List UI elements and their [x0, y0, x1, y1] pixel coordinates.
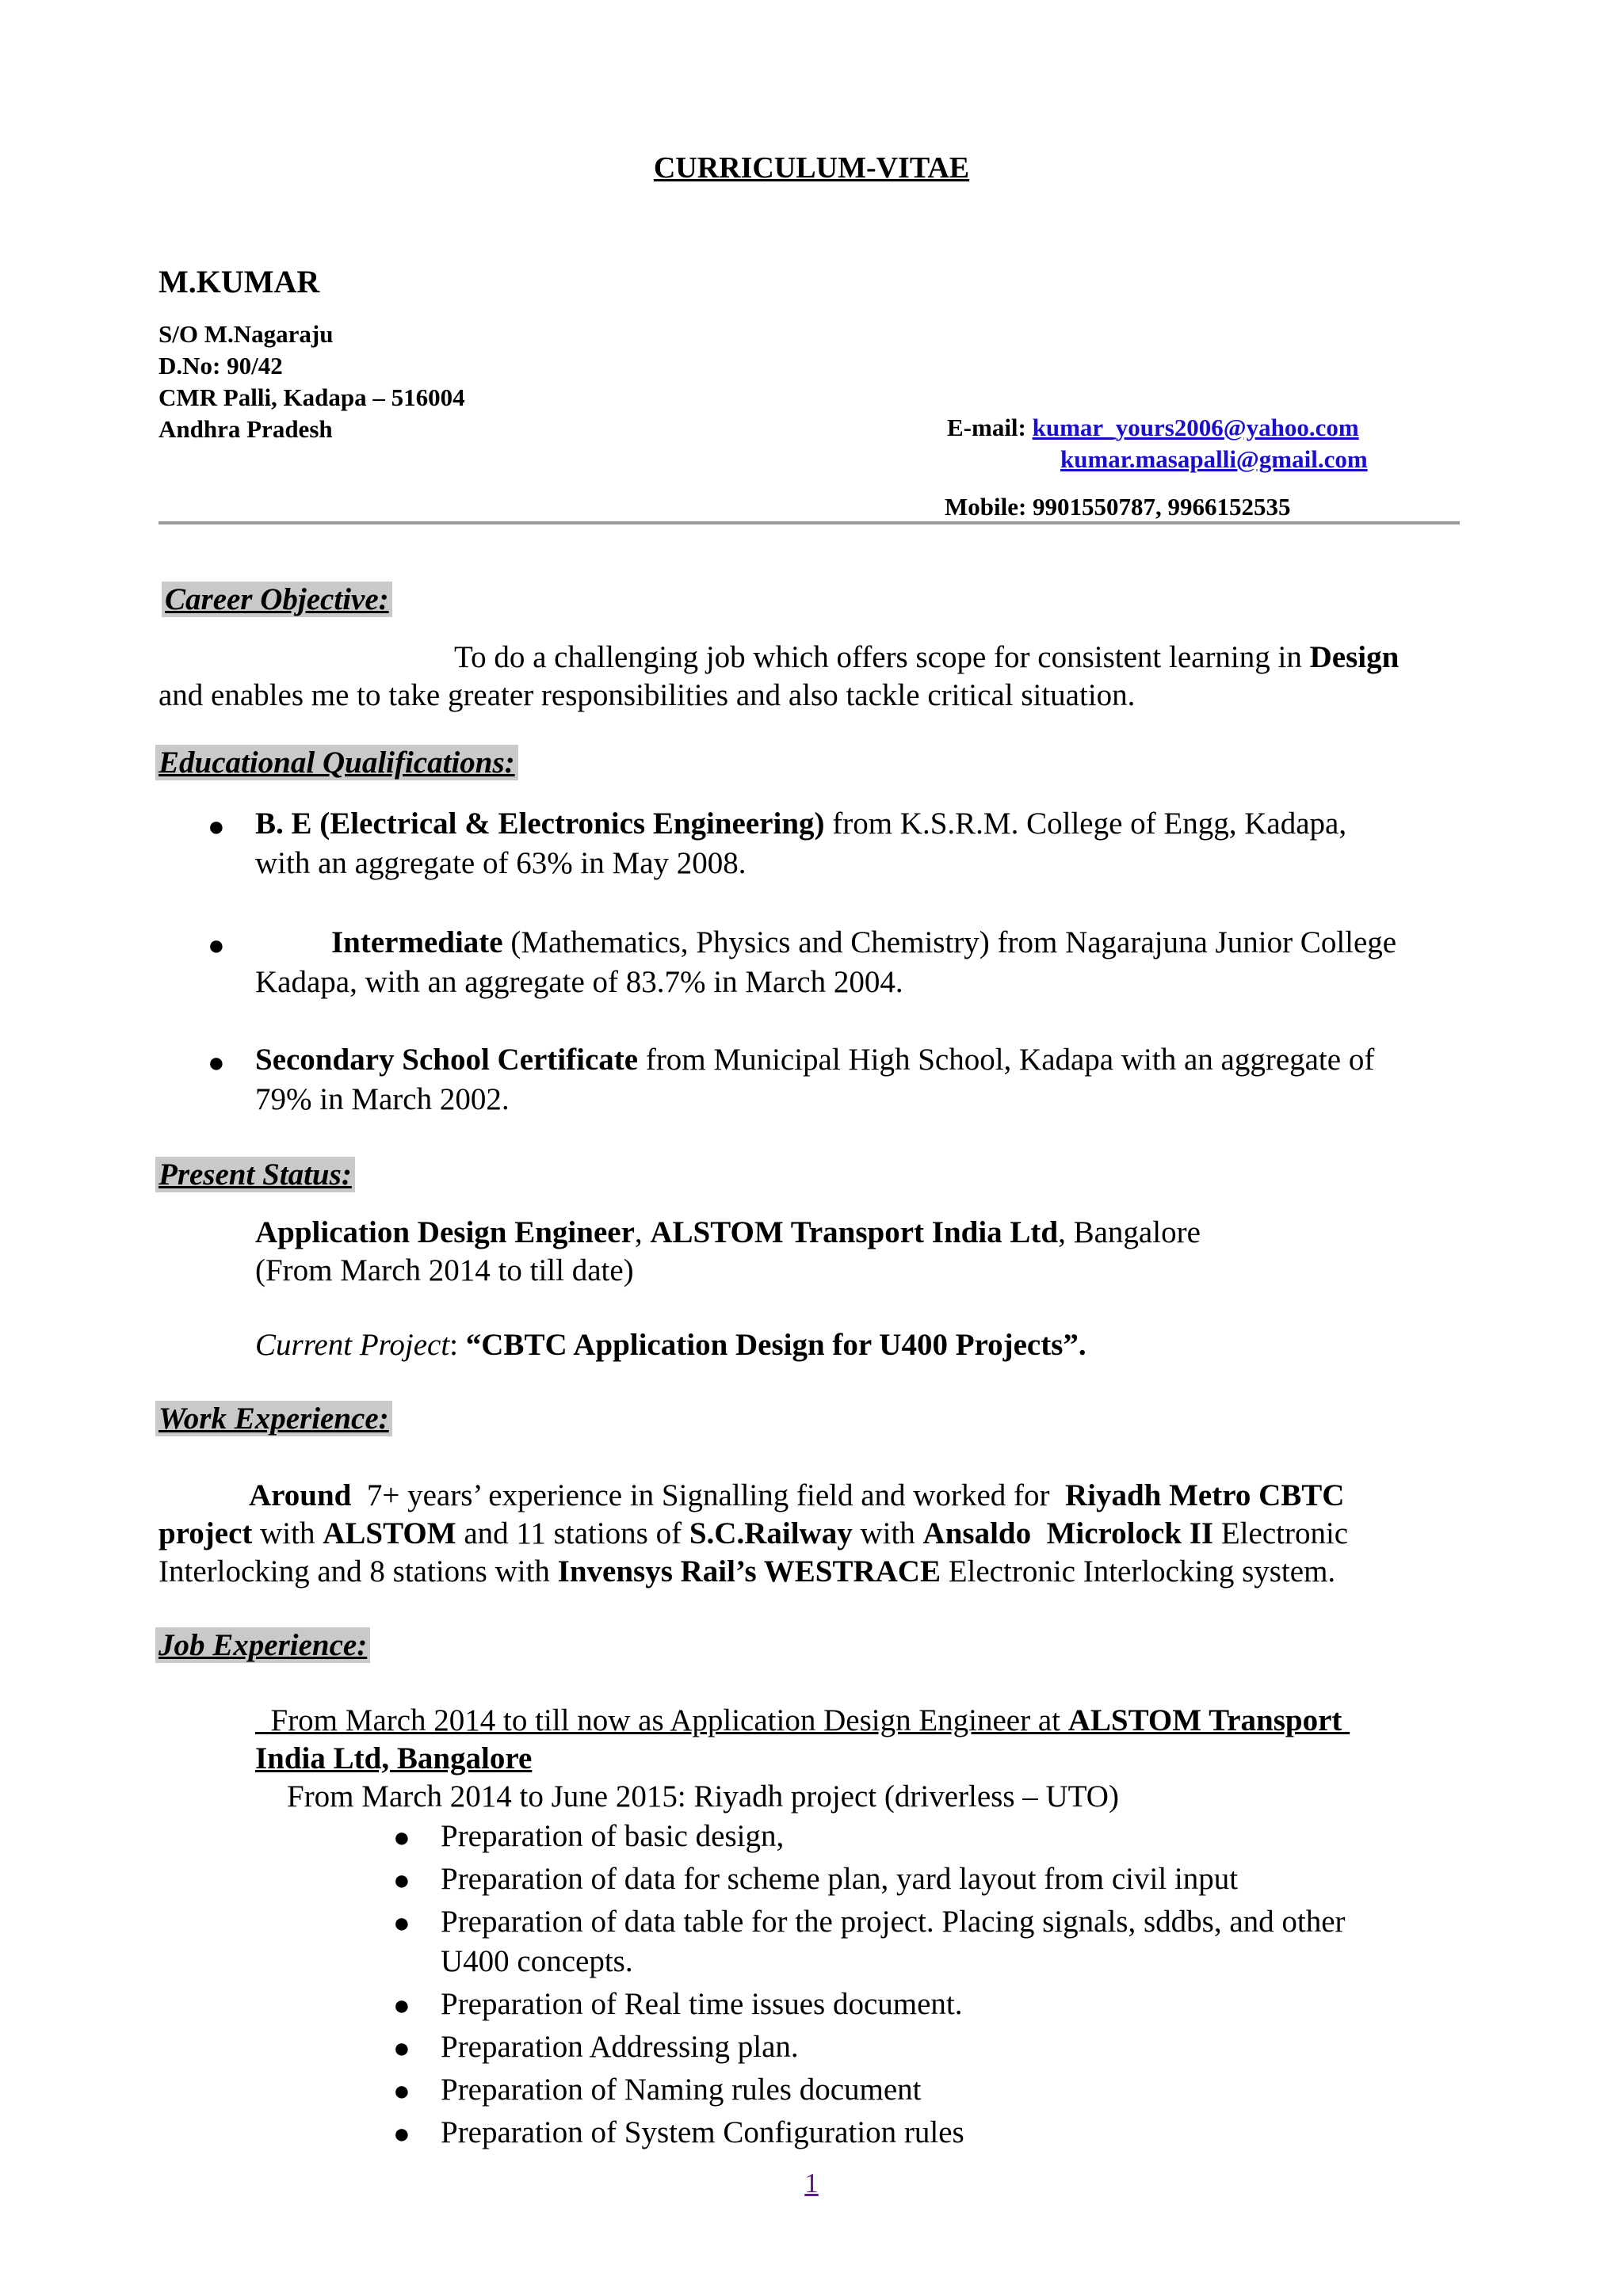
work-system: Electronic Interlocking system. — [940, 1554, 1336, 1589]
bullet-dot: ● — [208, 929, 225, 961]
bullet-dot: ● — [208, 810, 225, 842]
degree-be-detail: from K.S.R.M. College of Engg, Kadapa, — [824, 807, 1347, 841]
job-period: From March 2014 to till now as Application Design Engineer at — [255, 1703, 1068, 1737]
work-riyadh: Riyadh Metro CBTC — [1064, 1478, 1345, 1512]
job-item-3: Preparation of data table for the project. Placing signals, sddbs, and other — [441, 1905, 1346, 1939]
career-objective-line-2: and enables me to take greater responsibilities and also tackle critical situation. — [158, 678, 1136, 712]
work-experience-heading: Work Experience: — [155, 1401, 392, 1436]
job-item-6: Preparation of Naming rules document — [441, 2073, 922, 2107]
present-role: Application Design Engineer — [255, 1215, 635, 1249]
document-title: CURRICULUM-VITAE — [653, 151, 970, 185]
work-with: with — [252, 1516, 323, 1550]
work-project: project — [158, 1516, 253, 1550]
education-item-1-line-2: with an aggregate of 63% in May 2008. — [255, 846, 747, 880]
job-line-2: India Ltd, Bangalore — [255, 1741, 533, 1775]
career-objective-line-1 — [454, 639, 1399, 677]
work-alstom: ALSTOM — [323, 1516, 456, 1550]
present-city: , Bangalore — [1058, 1215, 1201, 1249]
job-item-1: Preparation of basic design, — [441, 1819, 785, 1853]
bullet-dot: ● — [393, 1907, 411, 1939]
bullet-dot: ● — [208, 1047, 225, 1078]
email-row-2 — [1060, 445, 1368, 474]
work-line-1 — [249, 1477, 1344, 1515]
present-sep: , — [634, 1215, 651, 1249]
email-row — [947, 414, 1359, 442]
job-item-5: Preparation Addressing plan. — [441, 2030, 799, 2064]
degree-be: B. E (Electrical & Electronics Engineering) — [255, 807, 825, 841]
work-electronic: Electronic — [1213, 1516, 1349, 1550]
career-text: To do a challenging job which offers scope for consistent learning in — [454, 640, 1310, 674]
education-heading: Educational Qualifications: — [155, 745, 518, 780]
email-link-2[interactable]: kumar.masapalli@gmail.com — [1060, 445, 1368, 473]
job-experience-heading: Job Experience: — [155, 1627, 370, 1663]
education-item-1 — [255, 805, 1346, 843]
job-item-4: Preparation of Real time issues document. — [441, 1987, 963, 2021]
address-line-4: Andhra Pradesh — [158, 415, 333, 443]
present-status-heading — [155, 1157, 355, 1192]
work-with-2: with — [852, 1516, 923, 1550]
current-project-line — [255, 1326, 1086, 1364]
bullet-dot: ● — [393, 2118, 411, 2149]
present-status-label: Present Status — [158, 1158, 342, 1192]
work-invensys: Invensys Rail’s WESTRACE — [557, 1554, 941, 1589]
email-label: E-mail: — [947, 414, 1026, 441]
work-line-2 — [158, 1515, 1348, 1553]
degree-intermediate: Intermediate — [331, 925, 503, 959]
career-objective-heading: Career Objective: — [162, 582, 392, 617]
email-link-1[interactable]: kumar_yours2006@yahoo.com — [1032, 414, 1359, 441]
bullet-dot: ● — [393, 2075, 411, 2107]
degree-ssc: Secondary School Certificate — [255, 1043, 639, 1077]
job-line-1 — [255, 1702, 1350, 1740]
address-line-1: S/O M.Nagaraju — [158, 320, 334, 348]
bullet-dot: ● — [393, 1989, 411, 2021]
mobile-number: Mobile: 9901550787, 9966152535 — [945, 493, 1291, 521]
present-role-line — [255, 1214, 1201, 1252]
candidate-name: M.KUMAR — [158, 264, 320, 299]
education-item-3 — [255, 1041, 1374, 1079]
job-item-2: Preparation of data for scheme plan, yard layout from civil input — [441, 1862, 1239, 1896]
job-subperiod: From March 2014 to June 2015: Riyadh project (driverless – UTO) — [287, 1779, 1119, 1814]
bullet-dot: ● — [393, 2032, 411, 2064]
current-project-label: Current Project — [255, 1328, 450, 1362]
work-stations: and 11 stations of — [456, 1516, 689, 1550]
job-company: ALSTOM Transport — [1067, 1703, 1350, 1737]
work-line-3 — [158, 1553, 1335, 1591]
present-company: ALSTOM Transport India Ltd — [650, 1215, 1059, 1249]
job-item-7: Preparation of System Configuration rules — [441, 2115, 964, 2149]
work-ansaldo: Ansaldo Microlock II — [922, 1516, 1214, 1550]
present-status-colon: : — [341, 1158, 352, 1192]
work-around: Around — [249, 1478, 352, 1512]
work-scr: S.C.Railway — [689, 1516, 853, 1550]
present-period: (From March 2014 to till date) — [255, 1253, 634, 1287]
career-bold: Design — [1309, 640, 1400, 674]
degree-ssc-detail: from Municipal High School, Kadapa with an aggregate of — [638, 1043, 1375, 1077]
education-item-2 — [331, 924, 1396, 962]
degree-intermediate-detail: (Mathematics, Physics and Chemistry) from Nagarajuna Junior College — [502, 925, 1397, 959]
current-project-sep: : — [449, 1328, 466, 1362]
education-item-3-line-2: 79% in March 2002. — [255, 1082, 510, 1116]
job-item-3-cont: U400 concepts. — [441, 1944, 633, 1978]
address-line-3: CMR Palli, Kadapa – 516004 — [158, 383, 465, 411]
work-interlocking: Interlocking and 8 stations with — [158, 1554, 558, 1589]
address-line-2: D.No: 90/42 — [158, 352, 283, 379]
current-project-name: “CBTC Application Design for U400 Projects”. — [465, 1328, 1086, 1362]
education-item-2-line-2: Kadapa, with an aggregate of 83.7% in March 2004. — [255, 965, 903, 999]
work-years: 7+ years’ experience in Signalling field and worked for — [351, 1478, 1065, 1512]
bullet-dot: ● — [393, 1821, 411, 1853]
page-number[interactable]: 1 — [804, 2168, 819, 2199]
bullet-dot: ● — [393, 1864, 411, 1896]
header-divider — [158, 521, 1460, 524]
